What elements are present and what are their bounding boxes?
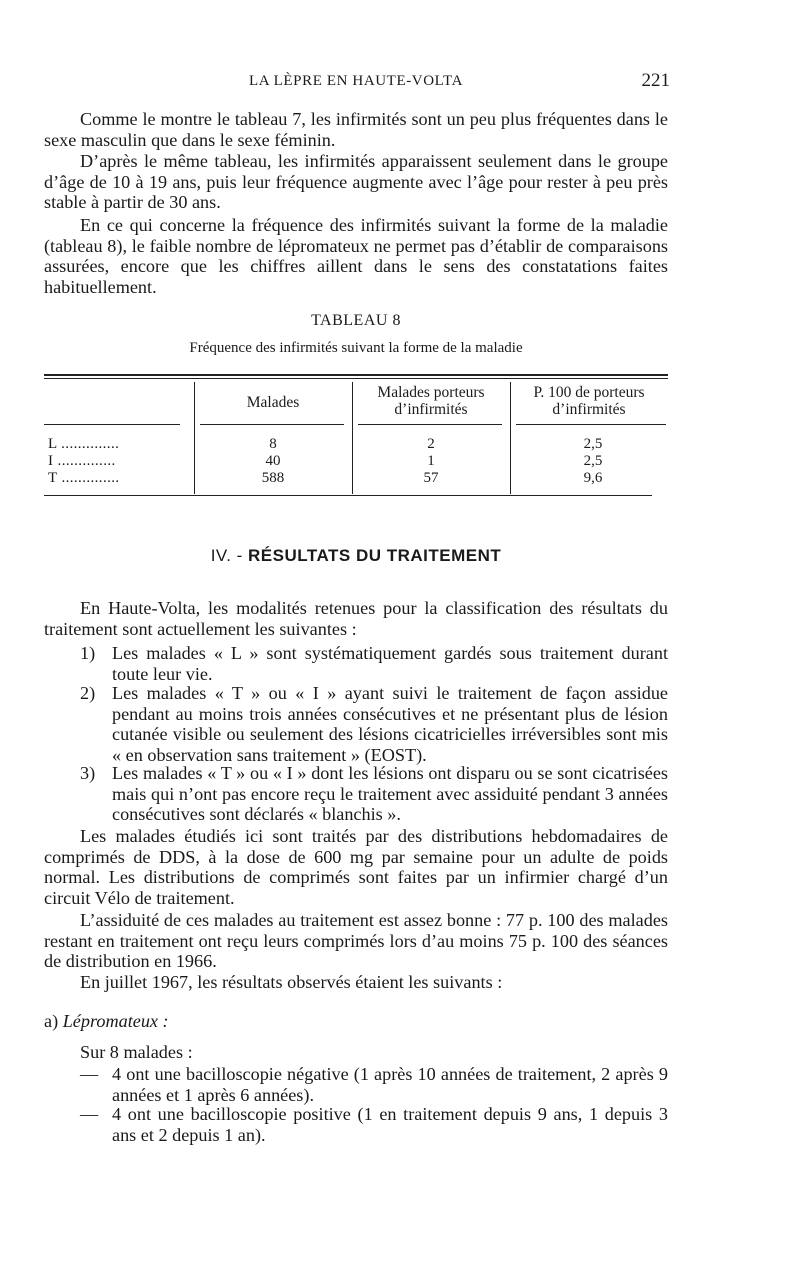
section-heading bbox=[44, 546, 668, 566]
cell-porteurs-l: 2 bbox=[427, 436, 435, 452]
subsection-prefix: a) bbox=[44, 1011, 59, 1031]
dash-item bbox=[44, 1064, 668, 1105]
cell-malades-t: 588 bbox=[261, 470, 285, 486]
table-header-rule bbox=[358, 424, 502, 425]
header-malades: Malades bbox=[246, 394, 300, 411]
table-header-rule bbox=[516, 424, 666, 425]
list-item-text: Les malades « T » ou « I » dont les lésions ont disparu ou se sont cicatrisées mais qui n’ont pas encore reçu le traitement avec assiduité pendant 3 années consécutives sont déclarés « blanchis ». bbox=[112, 763, 668, 825]
paragraph-sample: Sur 8 malades : bbox=[80, 1042, 193, 1062]
header-porteurs-line1: Malades porteurs bbox=[377, 384, 485, 401]
cell-malades-l: 8 bbox=[269, 436, 277, 452]
cell-porteurs-t: 57 bbox=[423, 470, 439, 486]
row-label-i: I .............. bbox=[48, 453, 116, 469]
frequency-table bbox=[44, 374, 668, 504]
cell-pct-t: 9,6 bbox=[583, 470, 603, 486]
subsection-a bbox=[44, 1011, 668, 1032]
list-item-number: 3) bbox=[80, 763, 96, 783]
paragraph-results-intro: En juillet 1967, les résultats observés étaient les suivants : bbox=[80, 972, 503, 992]
paragraph-assiduity: L’assiduité de ces malades au traitement est assez bonne : 77 p. 100 des malades restant en traitement ont reçu leurs comprimés lors d’au moins 75 p. 100 des séances de distribution en 1966. bbox=[44, 910, 668, 972]
row-label-l: L .............. bbox=[48, 436, 120, 452]
dash-item bbox=[44, 1104, 668, 1145]
table-caption: Fréquence des infirmités suivant la forme de la maladie bbox=[189, 340, 523, 356]
header-pct-line2: d’infirmités bbox=[552, 401, 626, 418]
list-item-number: 1) bbox=[80, 643, 96, 663]
list-item-number: 2) bbox=[80, 683, 96, 703]
list-item bbox=[44, 643, 668, 684]
list-item bbox=[44, 683, 668, 765]
dash-item-text: 4 ont une bacilloscopie positive (1 en traitement depuis 9 ans, 1 depuis 3 ans et 2 depuis 1 an). bbox=[112, 1104, 668, 1145]
table-title: TABLEAU 8 bbox=[311, 312, 401, 329]
paragraph-treatment: Les malades étudiés ici sont traités par des distributions hebdomadaires de comprimés de DDS, à la dose de 600 mg par semaine pour un adulte de poids normal. Les distributions de comprimés sont faites par un infirmier chargé d’un circuit Vélo de traitement. bbox=[44, 826, 668, 908]
dash-mark: — bbox=[80, 1104, 99, 1124]
table-top-rule-thin bbox=[44, 378, 668, 379]
page-header bbox=[44, 70, 668, 94]
cell-pct-l: 2,5 bbox=[583, 436, 603, 452]
paragraph-1: Comme le montre le tableau 7, les infirmités sont un peu plus fréquentes dans le sexe masculin que dans le sexe féminin. bbox=[44, 109, 668, 150]
row-label-t: T .............. bbox=[48, 470, 120, 486]
subsection-label: Lépromateux : bbox=[62, 1011, 169, 1031]
dash-mark: — bbox=[80, 1064, 99, 1084]
cell-malades-i: 40 bbox=[265, 453, 281, 469]
header-porteurs-line2: d’infirmités bbox=[394, 401, 468, 418]
table-header-rule bbox=[200, 424, 344, 425]
section-number: IV. - bbox=[210, 546, 243, 565]
table-top-rule bbox=[44, 374, 668, 376]
table-bottom-rule bbox=[44, 495, 652, 496]
section-intro: En Haute-Volta, les modalités retenues pour la classification des résultats du traitement sont actuellement les suivantes : bbox=[44, 598, 668, 639]
table-header-rule bbox=[44, 424, 180, 425]
list-item-text: Les malades « L » sont systématiquement gardés sous traitement durant toute leur vie. bbox=[112, 643, 668, 684]
list-item bbox=[44, 763, 668, 825]
list-item-text: Les malades « T » ou « I » ayant suivi le traitement de façon assidue pendant au moins trois années consécutives et ne présentant plus de lésion cutanée visible ou seulement des lésions cicatricielles irréversibles sont mis « en observation sans traitement » (EOST). bbox=[112, 683, 668, 765]
paragraph-2: D’après le même tableau, les infirmités apparaissent seulement dans le groupe d’âge de 10 à 19 ans, puis leur fréquence augmente avec l’âge pour rester à peu près stable à partir de 30 ans. bbox=[44, 151, 668, 213]
section-title: RÉSULTATS DU TRAITEMENT bbox=[248, 546, 502, 565]
running-title: LA LÈPRE EN HAUTE-VOLTA bbox=[248, 73, 464, 89]
page-number: 221 bbox=[641, 70, 670, 91]
header-pct-line1: P. 100 de porteurs bbox=[533, 384, 645, 401]
cell-porteurs-i: 1 bbox=[427, 453, 435, 469]
dash-item-text: 4 ont une bacilloscopie négative (1 après 10 années de traitement, 2 après 9 années et 1 après 6 années). bbox=[112, 1064, 668, 1105]
paragraph-3: En ce qui concerne la fréquence des infirmités suivant la forme de la maladie (tableau 8), le faible nombre de lépromateux ne permet pas d’établir de comparaisons assurées, encore que les chiffres aillent dans le sens des constatations faites habituellement. bbox=[44, 215, 668, 297]
cell-pct-i: 2,5 bbox=[583, 453, 603, 469]
